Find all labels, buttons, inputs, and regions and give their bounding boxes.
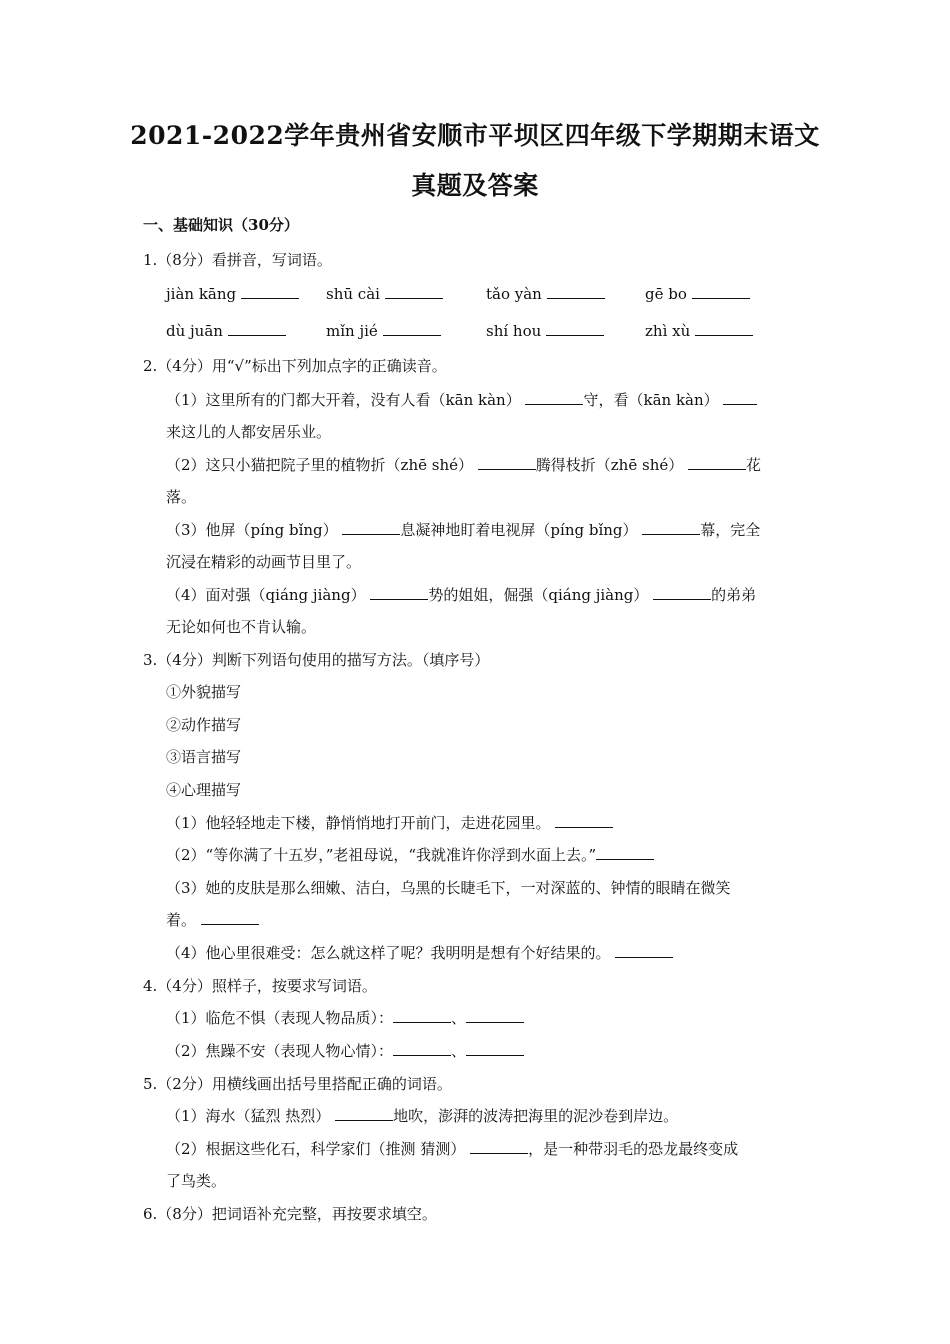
pinyin-item: dù juān — [166, 321, 286, 341]
document-title-line-2: 真题及答案 — [411, 171, 539, 200]
question-4-stem: 4.（4分）照样子，按要求写词语。 — [143, 977, 377, 995]
question-2-item-3-cont: 沉浸在精彩的动画节目里了。 — [166, 553, 362, 571]
question-4-item-2: （2）焦躁不安（表现人物心情）： 、 — [166, 1041, 524, 1061]
question-5-stem: 5.（2分）用横线画出括号里搭配正确的词语。 — [143, 1075, 452, 1093]
question-6-stem: 6.（8分）把词语补充完整，再按要求填空。 — [143, 1205, 437, 1223]
pinyin-item: zhì xù — [645, 321, 753, 341]
question-3-stem: 3.（4分）判断下列语句使用的描写方法。（填序号） — [143, 651, 490, 669]
question-4-item-1: （1）临危不惧（表现人物品质）： 、 — [166, 1008, 524, 1028]
question-3-item-1: （1）他轻轻地走下楼，静悄悄地打开前门，走进花园里。 — [166, 813, 613, 833]
question-3-option: ③语言描写 — [166, 748, 242, 766]
question-5-item-2-cont: 了鸟类。 — [166, 1172, 227, 1190]
question-3-item-2: （2）“等你满了十五岁，”老祖母说，“我就准许你浮到水面上去。” — [166, 845, 654, 865]
question-2-item-4-cont: 无论如何也不肯认输。 — [166, 618, 317, 636]
question-2-item-2: （2）这只小猫把院子里的植物折（zhē shé） 腾得枝折（zhē shé） 花 — [166, 456, 762, 474]
question-3-option: ②动作描写 — [166, 716, 242, 734]
pinyin-item: shū cài — [326, 284, 443, 304]
pinyin-item: jiàn kāng — [166, 284, 299, 304]
question-5-item-2: （2）根据这些化石，科学家们（推测 猜测） ，是一种带羽毛的恐龙最终变成 — [166, 1140, 739, 1158]
pinyin-item: gē bo — [645, 284, 750, 304]
pinyin-item: mǐn jié — [326, 321, 441, 341]
question-2-item-1-cont: 来这儿的人都安居乐业。 — [166, 423, 332, 441]
question-5-item-1: （1）海水（猛烈 热烈） 地吹，澎湃的波涛把海里的泥沙卷到岸边。 — [166, 1107, 679, 1125]
question-3-item-3-cont: 着。 — [166, 910, 259, 930]
pinyin-item: shí hou — [486, 321, 604, 341]
question-2-item-2-cont: 落。 — [166, 488, 197, 506]
question-2-stem: 2.（4分）用“√”标出下列加点字的正确读音。 — [143, 357, 447, 375]
pinyin-item: tǎo yàn — [486, 284, 605, 304]
question-2-item-1: （1）这里所有的门都大开着，没有人看（kān kàn） 守，看（kān kàn） — [166, 390, 757, 410]
question-2-item-4: （4）面对强（qiáng jiàng） 势的姐姐，倔强（qiáng jiàng） 的弟弟 — [166, 586, 757, 604]
question-2-item-3: （3）他屏（píng bǐng） 息凝神地盯着电视屏（píng bǐng） 幕，完全 — [166, 521, 761, 539]
question-3-item-4: （4）他心里很难受：怎么就这样了呢？我明明是想有个好结果的。 — [166, 943, 673, 963]
question-3-item-3: （3）她的皮肤是那么细嫩、洁白，乌黑的长睫毛下，一对深蓝的、钟情的眼睛在微笑 — [166, 879, 731, 897]
question-3-option: ①外貌描写 — [166, 683, 242, 701]
question-1-stem: 1.（8分）看拼音，写词语。 — [143, 251, 332, 269]
document-title-line-1: 2021-2022学年贵州省安顺市平坝区四年级下学期期末语文 — [130, 121, 820, 150]
section-heading: 一、基础知识（30分） — [143, 216, 299, 234]
question-3-option: ④心理描写 — [166, 781, 242, 799]
